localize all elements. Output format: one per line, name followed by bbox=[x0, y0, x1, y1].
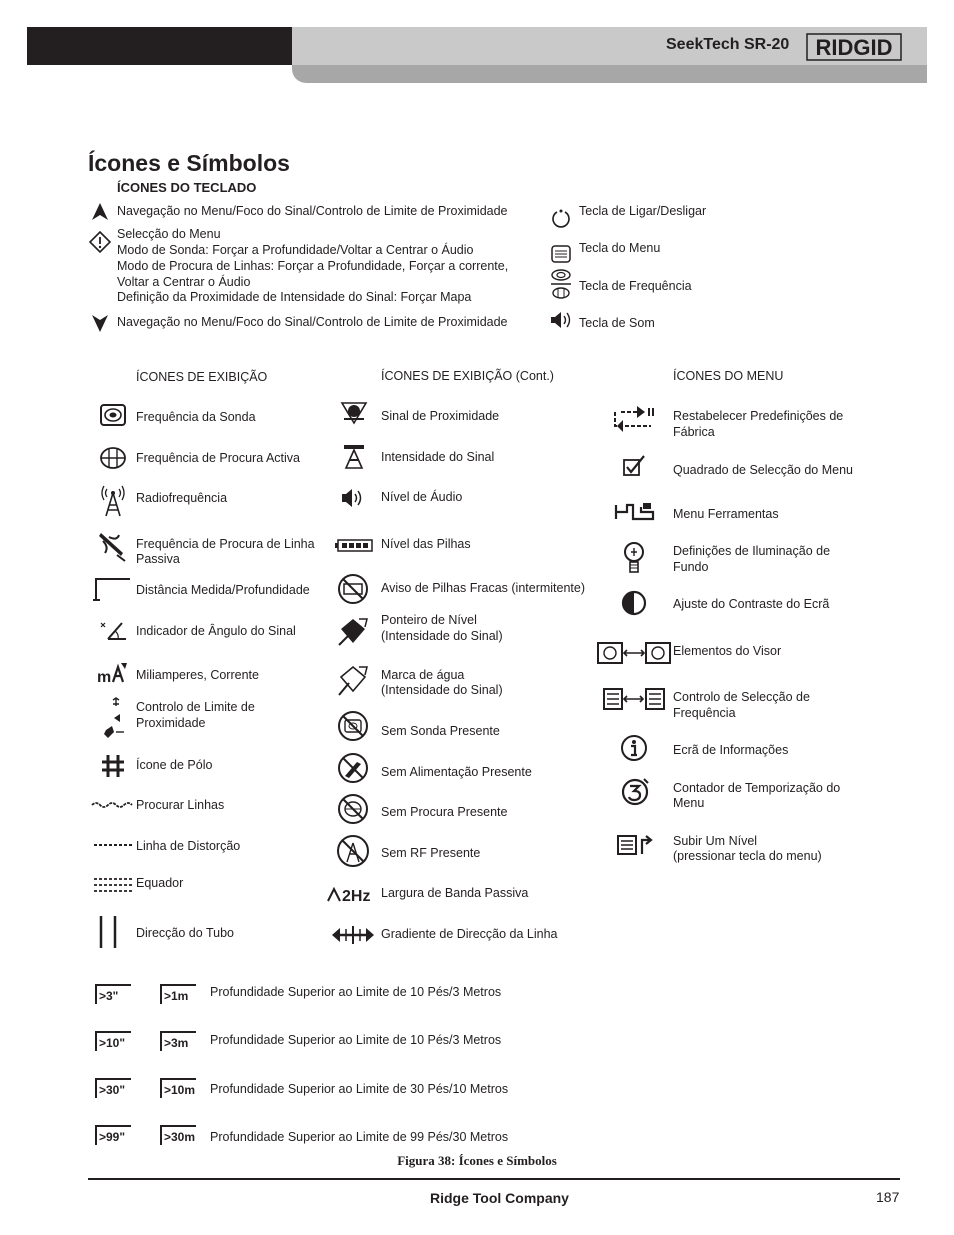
diamond-select-icon bbox=[88, 230, 112, 254]
col1-label-12: Equador bbox=[136, 876, 184, 890]
ridgid-logo bbox=[806, 32, 902, 62]
milliamps-icon bbox=[95, 660, 129, 686]
proximity-signal-icon bbox=[338, 400, 370, 426]
sonde-frequency-icon bbox=[97, 402, 129, 428]
col3-label-9a: Contador de Temporização do bbox=[673, 781, 841, 795]
col2-label-9: Sem Alimentação Presente bbox=[381, 765, 532, 779]
col2-label-6a: Ponteiro de Nível bbox=[381, 613, 477, 627]
frequency-key-label: Tecla de Frequência bbox=[579, 279, 692, 293]
display-icons-cont-heading: ÍCONES DE EXIBIÇÃO (Cont.) bbox=[381, 369, 554, 383]
col3-label-3: Menu Ferramentas bbox=[673, 507, 779, 521]
display-icons-heading: ÍCONES DE EXIBIÇÃO bbox=[136, 370, 268, 384]
col1-label-8a: Controlo de Limite de bbox=[136, 700, 255, 714]
menu-icons-heading: ÍCONES DO MENU bbox=[673, 369, 784, 383]
svg-text:m: m bbox=[97, 669, 112, 685]
col3-label-7a: Controlo de Selecção de bbox=[673, 690, 810, 704]
keyboard-select-label-4: Voltar a Centrar o Áudio bbox=[117, 275, 251, 289]
depth-limit-metric-icon-2 bbox=[158, 1030, 198, 1052]
col2-label-12: Largura de Banda Passiva bbox=[381, 886, 529, 900]
page-title: Ícones e Símbolos bbox=[88, 150, 290, 176]
col1-label-11: Linha de Distorção bbox=[136, 839, 241, 853]
col1-label-7: Miliamperes, Corrente bbox=[136, 668, 259, 682]
col3-label-1b: Fábrica bbox=[673, 425, 715, 439]
header-grey-tab bbox=[292, 65, 927, 83]
menu-key-label: Tecla do Menu bbox=[579, 241, 661, 255]
active-line-frequency-icon bbox=[97, 444, 129, 472]
svg-text:>3m: >3m bbox=[164, 1036, 189, 1050]
col2-label-13: Gradiente de Direcção da Linha bbox=[381, 927, 558, 941]
pole-icon bbox=[99, 752, 127, 780]
frequency-select-icon bbox=[602, 686, 666, 712]
col3-label-7b: Frequência bbox=[673, 706, 736, 720]
trace-lines-icon bbox=[90, 798, 134, 812]
keyboard-select-label-1: Selecção do Menu bbox=[117, 227, 221, 241]
col3-label-5: Ajuste do Contraste do Ecrã bbox=[673, 597, 830, 611]
col1-label-1: Frequência da Sonda bbox=[136, 410, 256, 424]
depth-limit-label-1: Profundidade Superior ao Limite de 10 Pés/3 Metros bbox=[210, 985, 502, 999]
col2-label-8: Sem Sonda Presente bbox=[381, 724, 500, 738]
sound-key-icon bbox=[549, 309, 573, 331]
col3-label-8: Ecrã de Informações bbox=[673, 743, 789, 757]
depth-limit-imperial-icon-3 bbox=[93, 1077, 133, 1099]
svg-text:>99": >99" bbox=[99, 1130, 126, 1144]
svg-text:>30m: >30m bbox=[164, 1130, 196, 1144]
product-model: SeekTech SR-20 bbox=[666, 36, 790, 53]
col1-label-13: Direcção do Tubo bbox=[136, 926, 234, 940]
footer-company: Ridge Tool Company bbox=[430, 1190, 569, 1206]
audio-level-icon bbox=[338, 486, 370, 510]
no-trace-icon bbox=[336, 792, 370, 826]
col3-label-10b: (pressionar tecla do menu) bbox=[673, 849, 822, 863]
svg-text:>1m: >1m bbox=[164, 989, 189, 1003]
svg-text:>3": >3" bbox=[99, 989, 119, 1003]
page-number: 187 bbox=[876, 1189, 900, 1205]
keyboard-icons-heading: ÍCONES DO TECLADO bbox=[117, 180, 257, 195]
col1-label-10: Procurar Linhas bbox=[136, 798, 225, 812]
equator-icon bbox=[92, 876, 134, 894]
signal-strength-icon bbox=[338, 442, 370, 470]
keyboard-down-label: Navegação no Menu/Foco do Sinal/Controlo de Limite de Proximidade bbox=[117, 315, 508, 329]
keyboard-select-label-3: Modo de Procura de Linhas: Forçar a Profundidade, Forçar a corrente, bbox=[117, 259, 509, 273]
figure-caption: Figura 38: Ícones e Símbolos bbox=[397, 1153, 557, 1168]
no-sonde-icon bbox=[336, 709, 370, 743]
depth-limit-metric-icon-3 bbox=[158, 1077, 198, 1099]
keyboard-select-label-5: Definição da Proximidade de Intensidade do Sinal: Forçar Mapa bbox=[117, 290, 472, 304]
col2-label-7b: (Intensidade do Sinal) bbox=[381, 683, 503, 697]
up-arrow-icon bbox=[88, 202, 112, 222]
col1-label-4a: Frequência de Procura de Linha bbox=[136, 537, 315, 551]
passive-bandwidth-icon bbox=[326, 882, 380, 906]
factory-reset-icon bbox=[611, 404, 659, 434]
col2-label-11: Sem RF Presente bbox=[381, 846, 481, 860]
radio-frequency-icon bbox=[97, 484, 129, 518]
col1-label-2: Frequência de Procura Activa bbox=[136, 451, 300, 465]
col2-label-2: Intensidade do Sinal bbox=[381, 450, 495, 464]
col1-label-8b: Proximidade bbox=[136, 716, 206, 730]
col3-label-9b: Menu bbox=[673, 796, 705, 810]
power-icon bbox=[549, 206, 573, 230]
no-rf-icon bbox=[336, 833, 370, 869]
col1-label-6: Indicador de Ângulo do Sinal bbox=[136, 624, 296, 638]
col2-label-10: Sem Procura Presente bbox=[381, 805, 508, 819]
low-battery-icon bbox=[336, 573, 370, 605]
header-black-bar bbox=[27, 27, 292, 65]
depth-limit-imperial-icon-1 bbox=[93, 983, 133, 1005]
col1-label-4b: Passiva bbox=[136, 552, 180, 566]
line-direction-gradient-icon bbox=[330, 924, 376, 946]
depth-limit-metric-icon-1 bbox=[158, 983, 198, 1005]
depth-limit-label-4: Profundidade Superior ao Limite de 99 Pés/30 Metros bbox=[210, 1130, 509, 1144]
svg-text:2Hz: 2Hz bbox=[342, 888, 371, 905]
power-key-label: Tecla de Ligar/Desligar bbox=[579, 204, 707, 218]
keyboard-up-label: Navegação no Menu/Foco do Sinal/Controlo de Limite de Proximidade bbox=[117, 204, 508, 218]
svg-text:>10m: >10m bbox=[164, 1083, 196, 1097]
depth-limit-imperial-icon-2 bbox=[93, 1030, 133, 1052]
depth-limit-label-2: Profundidade Superior ao Limite de 10 Pés/3 Metros bbox=[210, 1033, 502, 1047]
col2-label-1: Sinal de Proximidade bbox=[381, 409, 500, 423]
pipe-direction-icon bbox=[96, 914, 120, 950]
col3-label-1a: Restabelecer Predefinições de bbox=[673, 409, 844, 423]
info-icon bbox=[619, 734, 649, 762]
depth-limit-label-3: Profundidade Superior ao Limite de 30 Pés/10 Metros bbox=[210, 1082, 509, 1096]
footer-divider bbox=[88, 1178, 900, 1180]
passive-line-frequency-icon bbox=[95, 528, 129, 564]
col2-label-5: Aviso de Pilhas Fracas (intermitente) bbox=[381, 581, 586, 595]
depth-limit-metric-icon-4 bbox=[158, 1124, 198, 1146]
tools-menu-icon bbox=[613, 498, 655, 524]
col1-label-9: Ícone de Pólo bbox=[136, 758, 213, 772]
signal-angle-icon bbox=[97, 616, 129, 642]
keyboard-select-label-2: Modo de Sonda: Forçar a Profundidade/Voltar a Centrar o Áudio bbox=[117, 243, 474, 257]
down-arrow-icon bbox=[88, 313, 112, 333]
menu-timer-icon bbox=[619, 776, 651, 808]
col3-label-10a: Subir Um Nível bbox=[673, 834, 758, 848]
frequency-key-icon bbox=[549, 268, 573, 300]
level-pointer-icon bbox=[334, 614, 372, 652]
backlight-icon bbox=[620, 540, 648, 576]
menu-checkbox-icon bbox=[620, 454, 648, 478]
up-level-icon bbox=[615, 833, 655, 857]
svg-text:>30": >30" bbox=[99, 1083, 126, 1097]
menu-key-icon bbox=[549, 243, 573, 265]
svg-text:>10": >10" bbox=[99, 1036, 126, 1050]
depth-distance-icon bbox=[92, 576, 132, 602]
depth-limit-imperial-icon-4 bbox=[93, 1124, 133, 1146]
col3-label-6: Elementos do Visor bbox=[673, 644, 782, 658]
col1-label-3: Radiofrequência bbox=[136, 491, 228, 505]
col2-label-7a: Marca de água bbox=[381, 668, 465, 682]
col3-label-4a: Definições de Iluminação de bbox=[673, 544, 831, 558]
col3-label-4b: Fundo bbox=[673, 560, 709, 574]
col2-label-4: Nível das Pilhas bbox=[381, 537, 471, 551]
watermark-icon bbox=[334, 662, 372, 700]
battery-level-icon bbox=[333, 537, 375, 553]
contrast-icon bbox=[619, 589, 649, 617]
no-power-icon bbox=[336, 751, 370, 785]
col2-label-3: Nível de Áudio bbox=[381, 490, 463, 504]
col1-label-5: Distância Medida/Profundidade bbox=[136, 583, 310, 597]
display-elements-icon bbox=[597, 640, 671, 666]
sound-key-label: Tecla de Som bbox=[579, 316, 655, 330]
svg-text:RIDGID: RIDGID bbox=[815, 35, 893, 60]
distortion-line-icon bbox=[92, 840, 134, 850]
col2-label-6b: (Intensidade do Sinal) bbox=[381, 629, 503, 643]
proximity-limit-icon bbox=[99, 696, 127, 740]
col3-label-2: Quadrado de Selecção do Menu bbox=[673, 463, 853, 477]
